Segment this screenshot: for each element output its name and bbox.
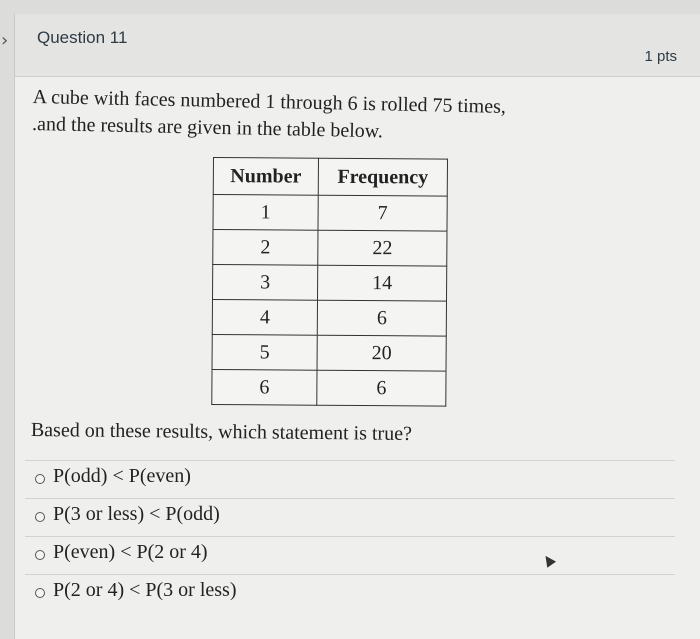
answer-option-label[interactable]: P(3 or less) < P(odd) bbox=[53, 503, 220, 525]
cell-number: 5 bbox=[212, 334, 317, 370]
table-row bbox=[212, 300, 446, 337]
table-row bbox=[212, 369, 446, 406]
cell-number: 6 bbox=[212, 369, 317, 405]
stem-line-2: .and the results are given in the table below. bbox=[31, 112, 384, 143]
question-title: Question 11 bbox=[37, 28, 128, 47]
cell-number: 4 bbox=[212, 300, 317, 336]
answer-option-label[interactable]: P(odd) < P(even) bbox=[53, 465, 191, 487]
stem-line-1: A cube with faces numbered 1 through 6 is rolled 75 times, bbox=[32, 85, 507, 118]
cell-frequency: 7 bbox=[318, 195, 447, 231]
question-points: 1 pts bbox=[644, 48, 677, 65]
cell-number: 3 bbox=[213, 265, 318, 301]
cell-number: 2 bbox=[213, 230, 318, 266]
table-row bbox=[213, 195, 447, 232]
cell-frequency: 6 bbox=[317, 370, 446, 406]
answer-option-1[interactable] bbox=[25, 460, 675, 498]
answer-option-label[interactable]: P(even) < P(2 or 4) bbox=[53, 541, 208, 563]
radio-circle-icon[interactable] bbox=[35, 588, 45, 598]
cell-number: 1 bbox=[213, 195, 318, 231]
answer-option-2[interactable] bbox=[25, 498, 675, 536]
cell-frequency: 14 bbox=[318, 265, 447, 301]
table-header-row bbox=[213, 158, 447, 197]
table-row bbox=[213, 265, 447, 302]
frequency-table bbox=[211, 157, 448, 407]
cell-frequency: 22 bbox=[318, 230, 447, 266]
radio-circle-icon[interactable] bbox=[35, 550, 45, 560]
cell-frequency: 6 bbox=[317, 300, 446, 336]
radio-circle-icon[interactable] bbox=[35, 474, 45, 484]
table-row bbox=[213, 230, 447, 267]
answer-option-label[interactable]: P(2 or 4) < P(3 or less) bbox=[53, 579, 237, 601]
answer-options bbox=[15, 460, 700, 612]
question-stem bbox=[32, 84, 653, 151]
cell-frequency: 20 bbox=[317, 335, 446, 371]
radio-circle-icon[interactable] bbox=[35, 512, 45, 522]
question-prompt: Based on these results, which statement is true? bbox=[30, 419, 412, 445]
answer-option-3[interactable] bbox=[25, 536, 675, 574]
mouse-pointer-icon: ▲ bbox=[539, 550, 558, 570]
question-header bbox=[1, 14, 700, 77]
column-header-frequency: Frequency bbox=[318, 158, 447, 196]
question-card bbox=[1, 14, 700, 639]
answer-option-4[interactable] bbox=[25, 574, 675, 612]
column-header-number: Number bbox=[213, 158, 318, 196]
chevron-right-icon[interactable]: › bbox=[1, 30, 9, 51]
table-row bbox=[212, 334, 446, 371]
